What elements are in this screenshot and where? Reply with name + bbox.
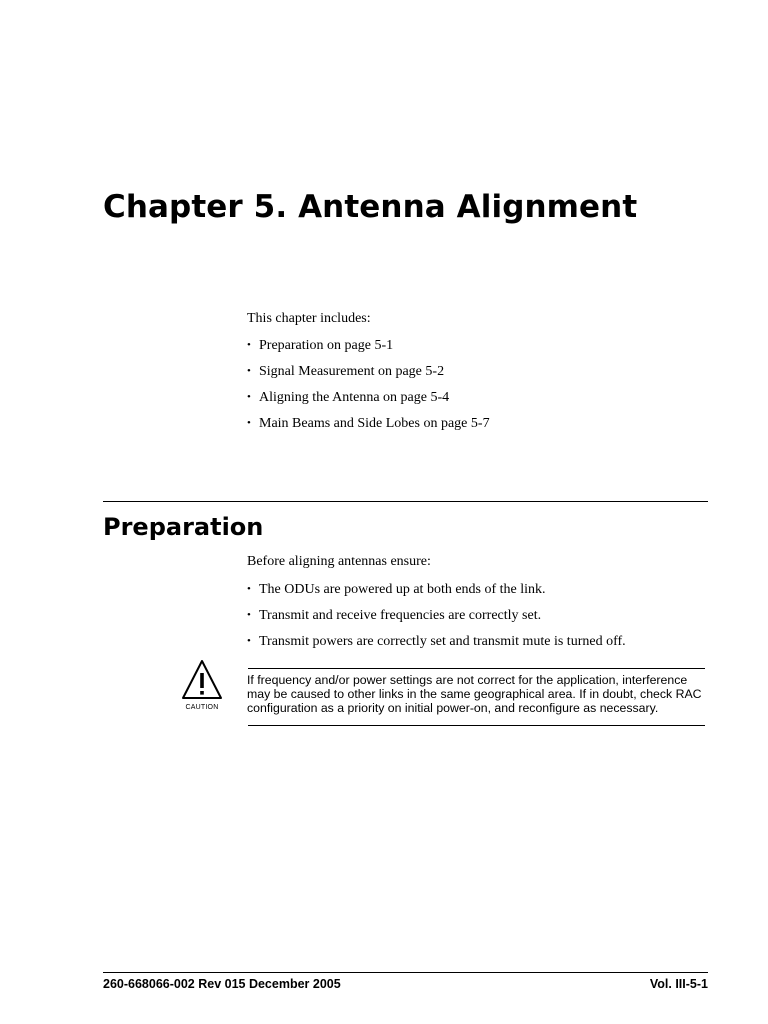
bullet-glyph: • — [247, 339, 251, 351]
bullet-glyph: • — [247, 365, 251, 377]
caution-triangle-icon — [180, 658, 224, 714]
footer-divider — [103, 972, 708, 973]
preparation-item — [247, 580, 626, 606]
footer-document-id: 260-668066-002 Rev 015 December 2005 — [103, 977, 341, 991]
toc-item — [247, 388, 490, 414]
section-divider — [103, 501, 708, 502]
toc-item-text: Preparation on page 5-1 — [259, 338, 394, 353]
toc-item — [247, 336, 490, 362]
caution-text: If frequency and/or power settings are not correct for the application, interference may be caused to other links in the same geographical area. If in doubt, check RAC configuration as a priority on initial power-on, and reconfigure as necessary. — [247, 673, 702, 716]
toc-item — [247, 362, 490, 388]
preparation-item-text: Transmit powers are correctly set and transmit mute is turned off. — [259, 634, 626, 649]
preparation-intro: Before aligning antennas ensure: — [247, 554, 431, 569]
toc-item-text: Main Beams and Side Lobes on page 5-7 — [259, 416, 490, 431]
toc-item-text: Signal Measurement on page 5-2 — [259, 364, 445, 379]
section-heading: Preparation — [103, 513, 264, 541]
bullet-glyph: • — [247, 391, 251, 403]
preparation-item-text: The ODUs are powered up at both ends of the link. — [259, 582, 546, 597]
caution-label: CAUTION — [185, 704, 219, 711]
toc-item-text: Aligning the Antenna on page 5-4 — [259, 390, 450, 405]
bullet-glyph: • — [247, 635, 251, 647]
toc-item — [247, 414, 490, 440]
bullet-glyph: • — [247, 583, 251, 595]
preparation-list — [247, 580, 626, 658]
caution-top-rule — [248, 668, 705, 669]
caution-triangle-graphic — [180, 658, 224, 702]
chapter-title: Chapter 5. Antenna Alignment — [103, 189, 638, 225]
footer-page-number: Vol. III-5-1 — [649, 977, 708, 991]
preparation-item — [247, 606, 626, 632]
toc-list — [247, 336, 490, 440]
bullet-glyph: • — [247, 417, 251, 429]
caution-bottom-rule — [248, 725, 705, 726]
toc-intro: This chapter includes: — [247, 311, 371, 326]
bullet-glyph: • — [247, 609, 251, 621]
preparation-item-text: Transmit and receive frequencies are correctly set. — [259, 608, 542, 623]
preparation-item — [247, 632, 626, 658]
